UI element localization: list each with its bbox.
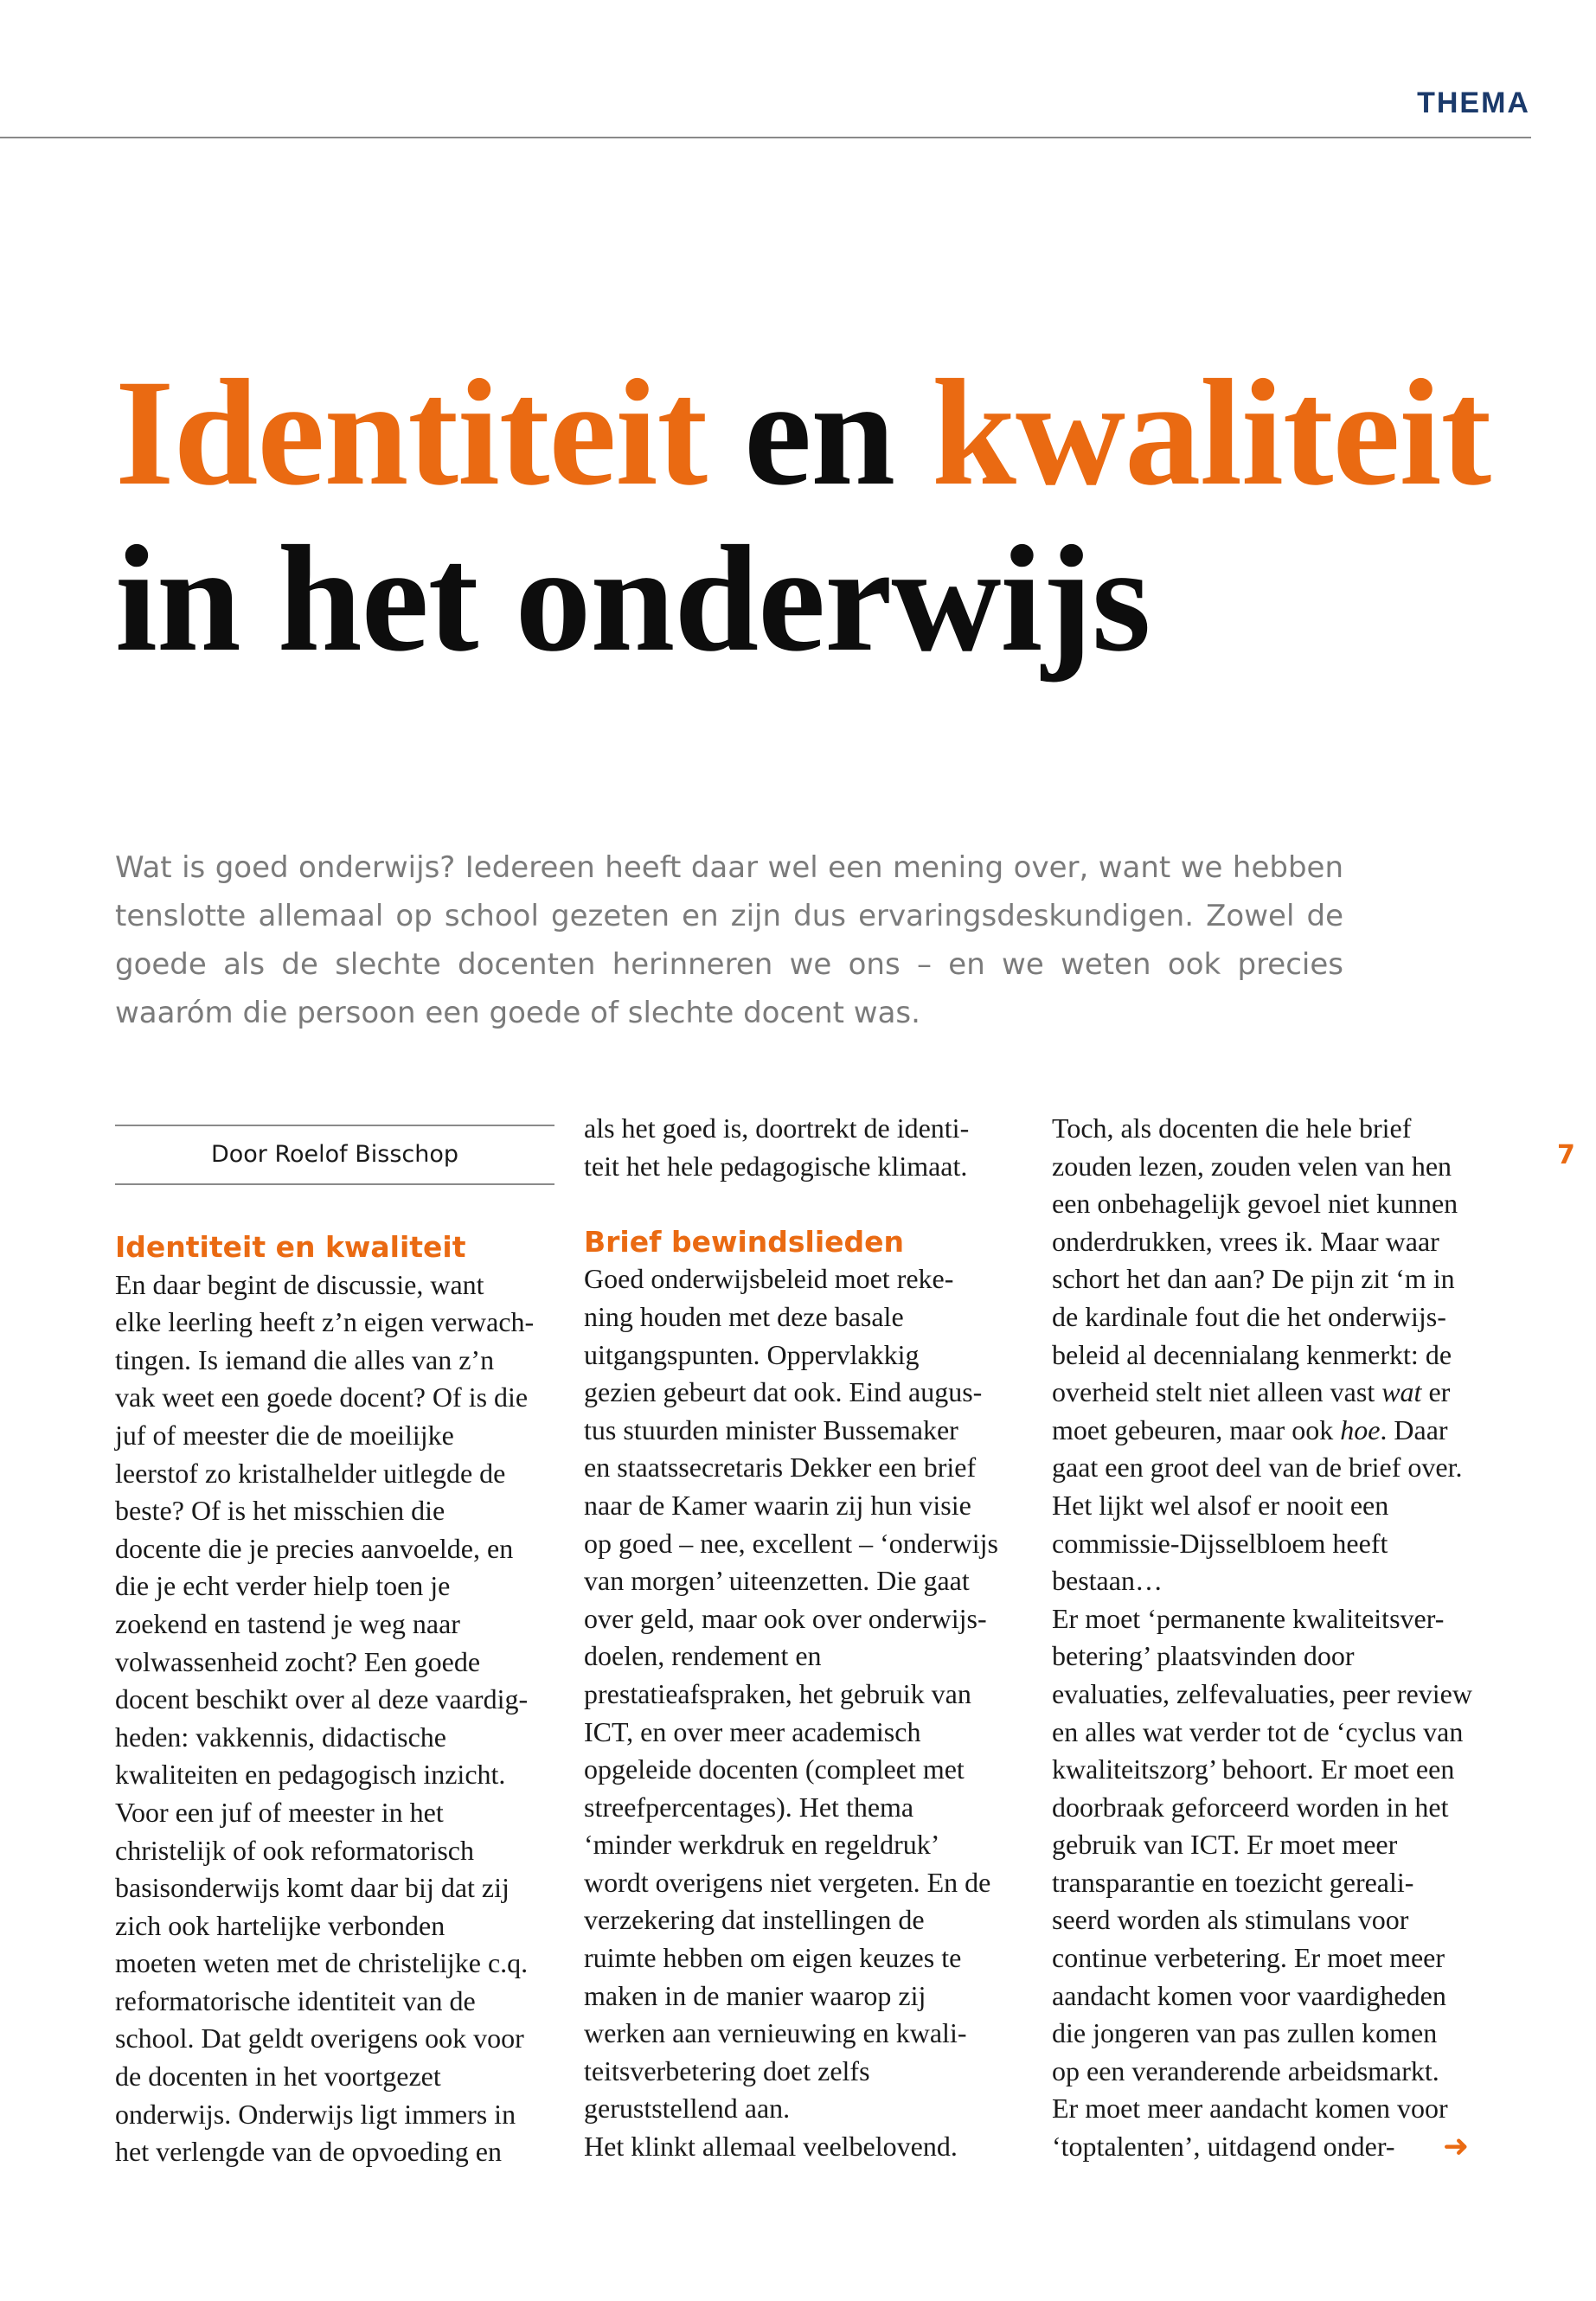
- column-1-spacer: [115, 1110, 565, 1228]
- column-3-text-b: er moet gebeuren, maar ook: [1052, 1376, 1451, 1445]
- lead-paragraph: Wat is goed onderwijs? Iedereen heeft daar wel een mening over, want we hebben tenslotte allemaal op school gezeten en zijn dus ervaringsdeskundigen. Zowel de goede als de slechte docenten herinneren we ons – en we weten ook precies waaróm die persoon een goede of slechte docent was.: [115, 850, 1343, 1030]
- emphasis-hoe: hoe: [1340, 1413, 1381, 1445]
- column-3-text-a: Toch, als docenten die hele brief zouden lezen, zouden velen van hen een onbehagelijk gevoel niet kunnen onderdrukken, vrees ik. Maar waar schort het dan aan? De pijn zit ‘m in de kardinale fout die het onderwijs- beleid al decennialang kenmerkt: de overheid stelt niet alleen vast: [1052, 1112, 1458, 1408]
- header-divider: [0, 137, 1531, 138]
- column-1: [115, 1110, 565, 2171]
- page-number: 7: [1557, 1140, 1575, 1170]
- byline: Door Roelof Bisschop: [115, 1125, 554, 1185]
- column-2-spacer: [584, 1185, 1034, 1223]
- title-word-kwaliteit: kwaliteit: [932, 349, 1491, 517]
- column-2-intro: als het goed is, doortrekt de identi- teit het hele pedagogische klimaat.: [584, 1112, 970, 1182]
- subheading-brief-bewindslieden: Brief bewindslieden: [584, 1224, 905, 1259]
- column-1-body: En daar begint de discussie, want elke leerling heeft z’n eigen verwach- tingen. Is iemand die alles van z’n vak weet een goede docent? Of is die juf of meester die de moeilijke leerstof zo kristalhelder uitlegde de beste? Of is het misschien die docente die je precies aanvoelde, en die je echt verder hielp toen je zoekend en tastend je weg naar volwassenheid zocht? Een goede docent beschikt over al deze vaardig- heden: vakkennis, didactische kwaliteiten en pedagogisch inzicht. Voor een juf of meester in het christelijk of ook reformatorisch basisonderwijs komt daar bij dat zij zich ook hartelijke verbonden moeten weten met de christelijke c.q. reformatorische identiteit van de school. Dat geldt overigens ook voor de docenten in het voortgezet onderwijs. Onderwijs ligt immers in het verlengde van de opvoeding en: [115, 1268, 535, 2168]
- continue-arrow-icon: ➜: [1443, 2129, 1470, 2164]
- article-title: [115, 350, 1490, 683]
- subheading-identiteit-en-kwaliteit: Identiteit en kwaliteit: [115, 1230, 466, 1264]
- column-2: [584, 1110, 1034, 2166]
- title-word-identiteit: Identiteit: [115, 349, 708, 517]
- column-2-body: Goed onderwijsbeleid moet reke- ning houden met deze basale uitgangspunten. Oppervlakkig gezien gebeurt dat ook. Eind augus- tus stuurden minister Bussemaker en staatssecretaris Dekker een brief naar de Kamer waarin zij hun visie op goed – nee, excellent – ‘onderwijs van morgen’ uiteenzetten. Die gaat over geld, maar ook over onderwijs- doelen, rendement en prestatieafspraken, het gebruik van ICT, en over meer academisch opgeleide docenten (compleet met streefpercentages). Het thema ‘minder werkdruk en regeldruk’ wordt overigens niet vergeten. En de verzekering dat instellingen de ruimte hebben om eigen keuzes te maken in de manier waarop zij werken aan vernieuwing en kwali- teitsverbetering doet zelfs geruststellend aan. Het klinkt allemaal veelbelovend.: [584, 1263, 998, 2163]
- title-line-2: in het onderwijs: [115, 515, 1151, 683]
- column-3-body: [1052, 1110, 1502, 2166]
- column-3: [1052, 1110, 1502, 2166]
- section-label: THEMA: [1417, 87, 1530, 119]
- emphasis-wat: wat: [1381, 1376, 1422, 1408]
- column-3-text-c: . Daar gaat een groot deel van de brief over. Het lijkt wel alsof er nooit een commissie-Dijsselbloem heeft bestaan… Er moet ‘permanente kwaliteitsver- betering’ plaatsvinden door evaluaties, zelfevaluaties, peer review en alles wat verder tot de ‘cyclus van kwaliteitszorg’ behoort. Er moet een doorbraak geforceerd worden in het gebruik van ICT. Er moet meer transparantie en toezicht gereali- seerd worden als stimulans voor continue verbetering. Er moet meer aandacht komen voor vaardigheden die jongeren van pas zullen komen op een veranderende arbeidsmarkt. Er moet meer aandacht komen voor ‘toptalenten’, uitdagend onder-: [1052, 1413, 1472, 2163]
- title-word-en: en: [744, 349, 895, 517]
